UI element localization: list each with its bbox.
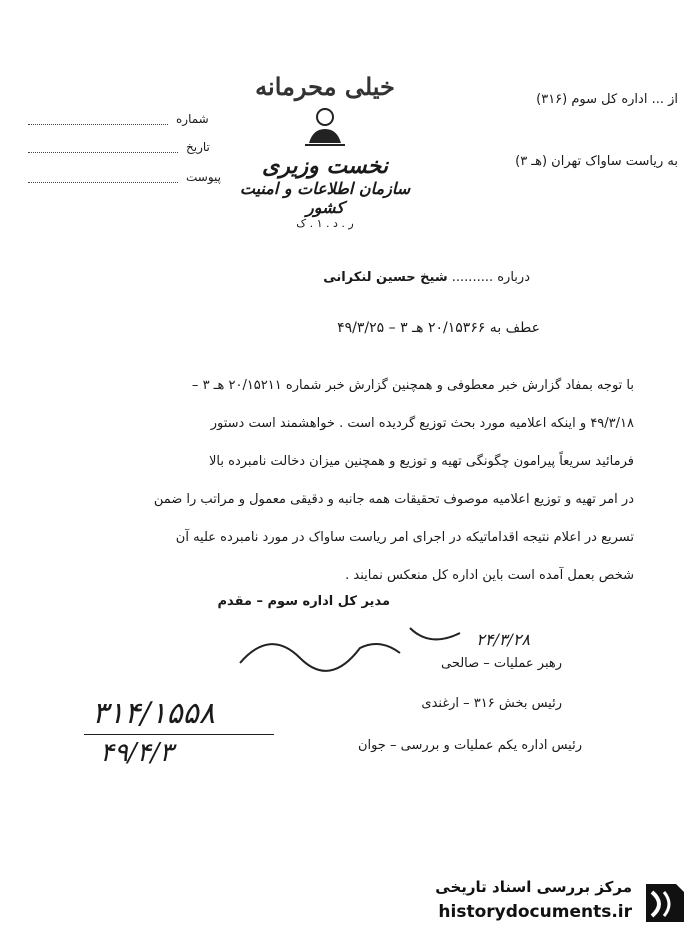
ops-date-note: ۲۴/۳/۲۸ — [476, 630, 530, 649]
date-line — [28, 152, 178, 153]
subject-row: درباره .......... شیخ حسین لنکرانی — [323, 270, 530, 285]
organization-name: سازمان اطلاعات و امنیت کشور — [239, 179, 411, 217]
handwritten-signature-icon — [230, 608, 470, 678]
number-line — [28, 124, 168, 125]
letterhead-stamp — [220, 72, 430, 232]
archive-website: historydocuments.ir — [438, 902, 632, 922]
attachment-line — [28, 182, 178, 183]
date-label: تاریخ — [186, 140, 210, 154]
organization-code: ر . د . ۱ . ک — [296, 217, 354, 230]
handwritten-divider — [84, 734, 274, 735]
archive-footer — [402, 872, 692, 932]
body-line: با توجه بمفاد گزارش خبر معطوفی و همچنین گزارش خبر شماره ۲۰/۱۵۲۱۱ هـ ۳ – — [191, 378, 634, 393]
subject-value: شیخ حسین لنکرانی — [323, 270, 448, 285]
header-fields — [28, 110, 228, 190]
dept-chief-signature: رئیس اداره یکم عملیات و بررسی – جوان — [357, 738, 582, 753]
handwritten-number: ۳۱۴/۱۵۵۸ — [92, 696, 215, 731]
archive-center-name: مرکز بررسی اسناد تاریخی — [435, 878, 632, 896]
subject-label: درباره — [497, 270, 530, 285]
reference-line: عطف به ۲۰/۱۵۳۶۶ هـ ۳ – ۴۹/۳/۲۵ — [337, 320, 540, 336]
attachment-label: پیوست — [186, 170, 221, 184]
ops-leader-signature: رهبر عملیات – صالحی — [440, 656, 562, 671]
letter-body — [74, 378, 634, 606]
lion-and-sun-emblem-icon — [299, 105, 351, 149]
section-chief-signature: رئیس بخش ۳۱۶ – ارغندی — [421, 696, 562, 711]
pm-office-title: نخست وزیری — [262, 153, 388, 179]
archive-logo-icon — [638, 878, 690, 928]
body-line: در امر تهیه و توزیع اعلامیه موصوف تحقیقات همه جانبه و دقیقی معمول و مراتب را ضمن — [153, 492, 634, 507]
handwritten-date: ۴۹/۴/۳ — [100, 738, 174, 768]
body-line: فرمائید سریعاً پیرامون چگونگی تهیه و توزیع و همچنین میزان دخالت نامبرده بالا — [209, 454, 634, 469]
classification-stamp: خیلی محرمانه — [255, 72, 395, 101]
director-signature: مدیر کل اداره سوم – مقدم — [217, 594, 390, 609]
body-line: تسریع در اعلام نتیجه اقداماتیکه در اجرای امر ریاست ساواک در مورد نامبرده علیه آن — [175, 530, 634, 545]
to-line: به ریاست ساواک تهران (هـ ۳) — [515, 154, 678, 169]
body-line: شخص بعمل آمده است باین اداره کل منعکس نمایند . — [345, 568, 634, 583]
number-label: شماره — [176, 112, 209, 126]
body-line: ۴۹/۳/۱۸ و اینکه اعلامیه مورد بحث توزیع گردیده است . خواهشمند است دستور — [210, 416, 634, 431]
from-line: از ... اداره کل سوم (۳۱۶) — [536, 92, 678, 107]
